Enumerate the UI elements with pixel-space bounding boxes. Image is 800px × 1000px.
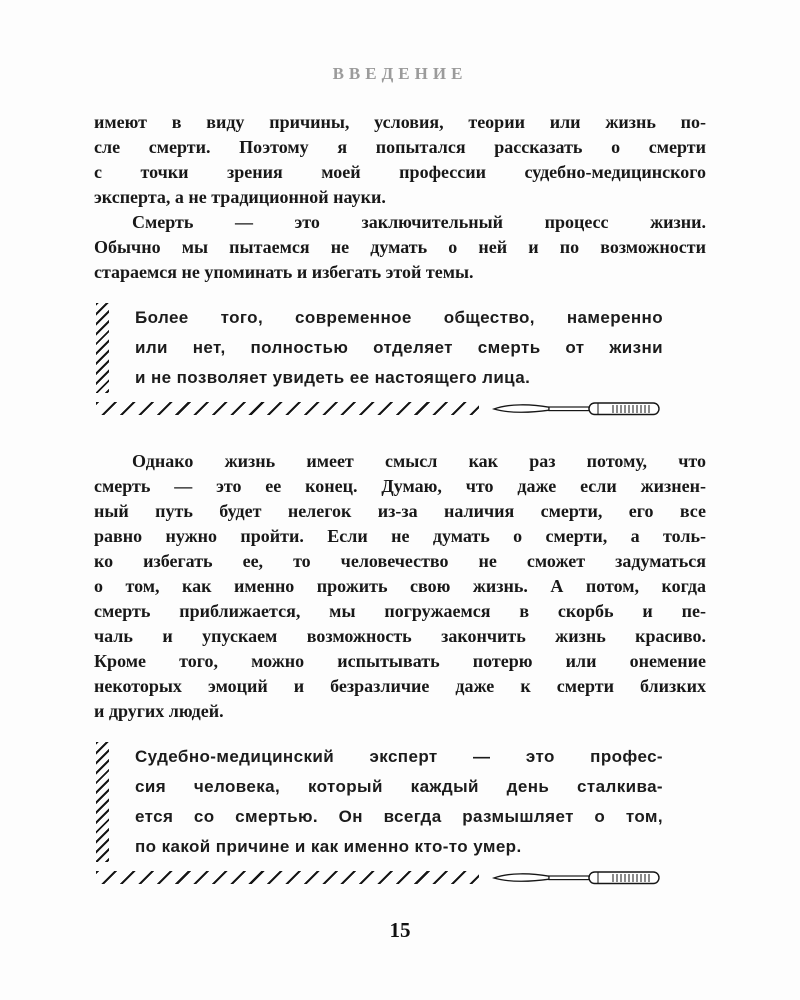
text-line: Обычно мы пытаемся не думать о ней и по возможности — [94, 237, 706, 257]
scalpel-icon — [491, 399, 663, 417]
text-line: стараемся не упоминать и избегать этой темы. — [94, 262, 474, 282]
paragraph — [94, 210, 706, 285]
quote-text — [135, 303, 663, 393]
chapter-header: ВВЕДЕНИЕ — [332, 64, 468, 83]
text-line: ко избегать ее, то человечество не сможет задуматься — [94, 551, 706, 571]
text-line: Судебно-медицинский эксперт — это профес- — [135, 747, 663, 766]
text-line: о том, как именно прожить свою жизнь. А потом, когда — [94, 576, 706, 596]
quote-text — [135, 742, 663, 862]
quote-bottom-rule — [96, 868, 663, 886]
hatch-rule — [96, 871, 479, 884]
text-line: имеют в виду причины, условия, теории или жизнь по- — [94, 112, 706, 132]
text-line: некоторых эмоций и безразличие даже к смерти близких — [94, 676, 706, 696]
text-line: Более того, современное общество, намеренно — [135, 308, 663, 327]
text-line: и не позволяет увидеть ее настоящего лица. — [135, 368, 531, 387]
text-line: ный путь будет нелегок из-за наличия смерти, его все — [94, 501, 706, 521]
paragraph — [94, 110, 706, 210]
hatch-rule — [96, 402, 479, 415]
text-line: эксперта, а не традиционной науки. — [94, 187, 386, 207]
text-line: и других людей. — [94, 701, 224, 721]
text-line: смерть — это ее конец. Думаю, что даже если жизнен- — [94, 476, 706, 496]
paragraph — [94, 449, 706, 724]
page-body — [94, 110, 706, 886]
text-line: равно нужно пройти. Если не думать о смерти, а толь- — [94, 526, 706, 546]
hatch-left-border — [96, 742, 109, 862]
text-line: Смерть — это заключительный процесс жизни. — [132, 212, 706, 232]
quote-block — [96, 742, 663, 886]
hatch-left-border — [96, 303, 109, 393]
quote-block — [96, 303, 663, 417]
text-line: сле смерти. Поэтому я попытался рассказать о смерти — [94, 137, 706, 157]
page-number: 15 — [389, 918, 411, 942]
text-line: ется со смертью. Он всегда размышляет о том, — [135, 807, 663, 826]
text-line: смерть приближается, мы погружаемся в скорбь и пе- — [94, 601, 706, 621]
text-line: по какой причине и как именно кто-то умер. — [135, 837, 522, 856]
text-line: чаль и упускаем возможность закончить жизнь красиво. — [94, 626, 706, 646]
text-line: или нет, полностью отделяет смерть от жизни — [135, 338, 663, 357]
text-line: Однако жизнь имеет смысл как раз потому, что — [132, 451, 706, 471]
text-line: сия человека, который каждый день сталкива- — [135, 777, 663, 796]
scalpel-icon — [491, 868, 663, 886]
quote-bottom-rule — [96, 399, 663, 417]
text-line: Кроме того, можно испытывать потерю или онемение — [94, 651, 706, 671]
text-line: с точки зрения моей профессии судебно-медицинского — [94, 162, 706, 182]
